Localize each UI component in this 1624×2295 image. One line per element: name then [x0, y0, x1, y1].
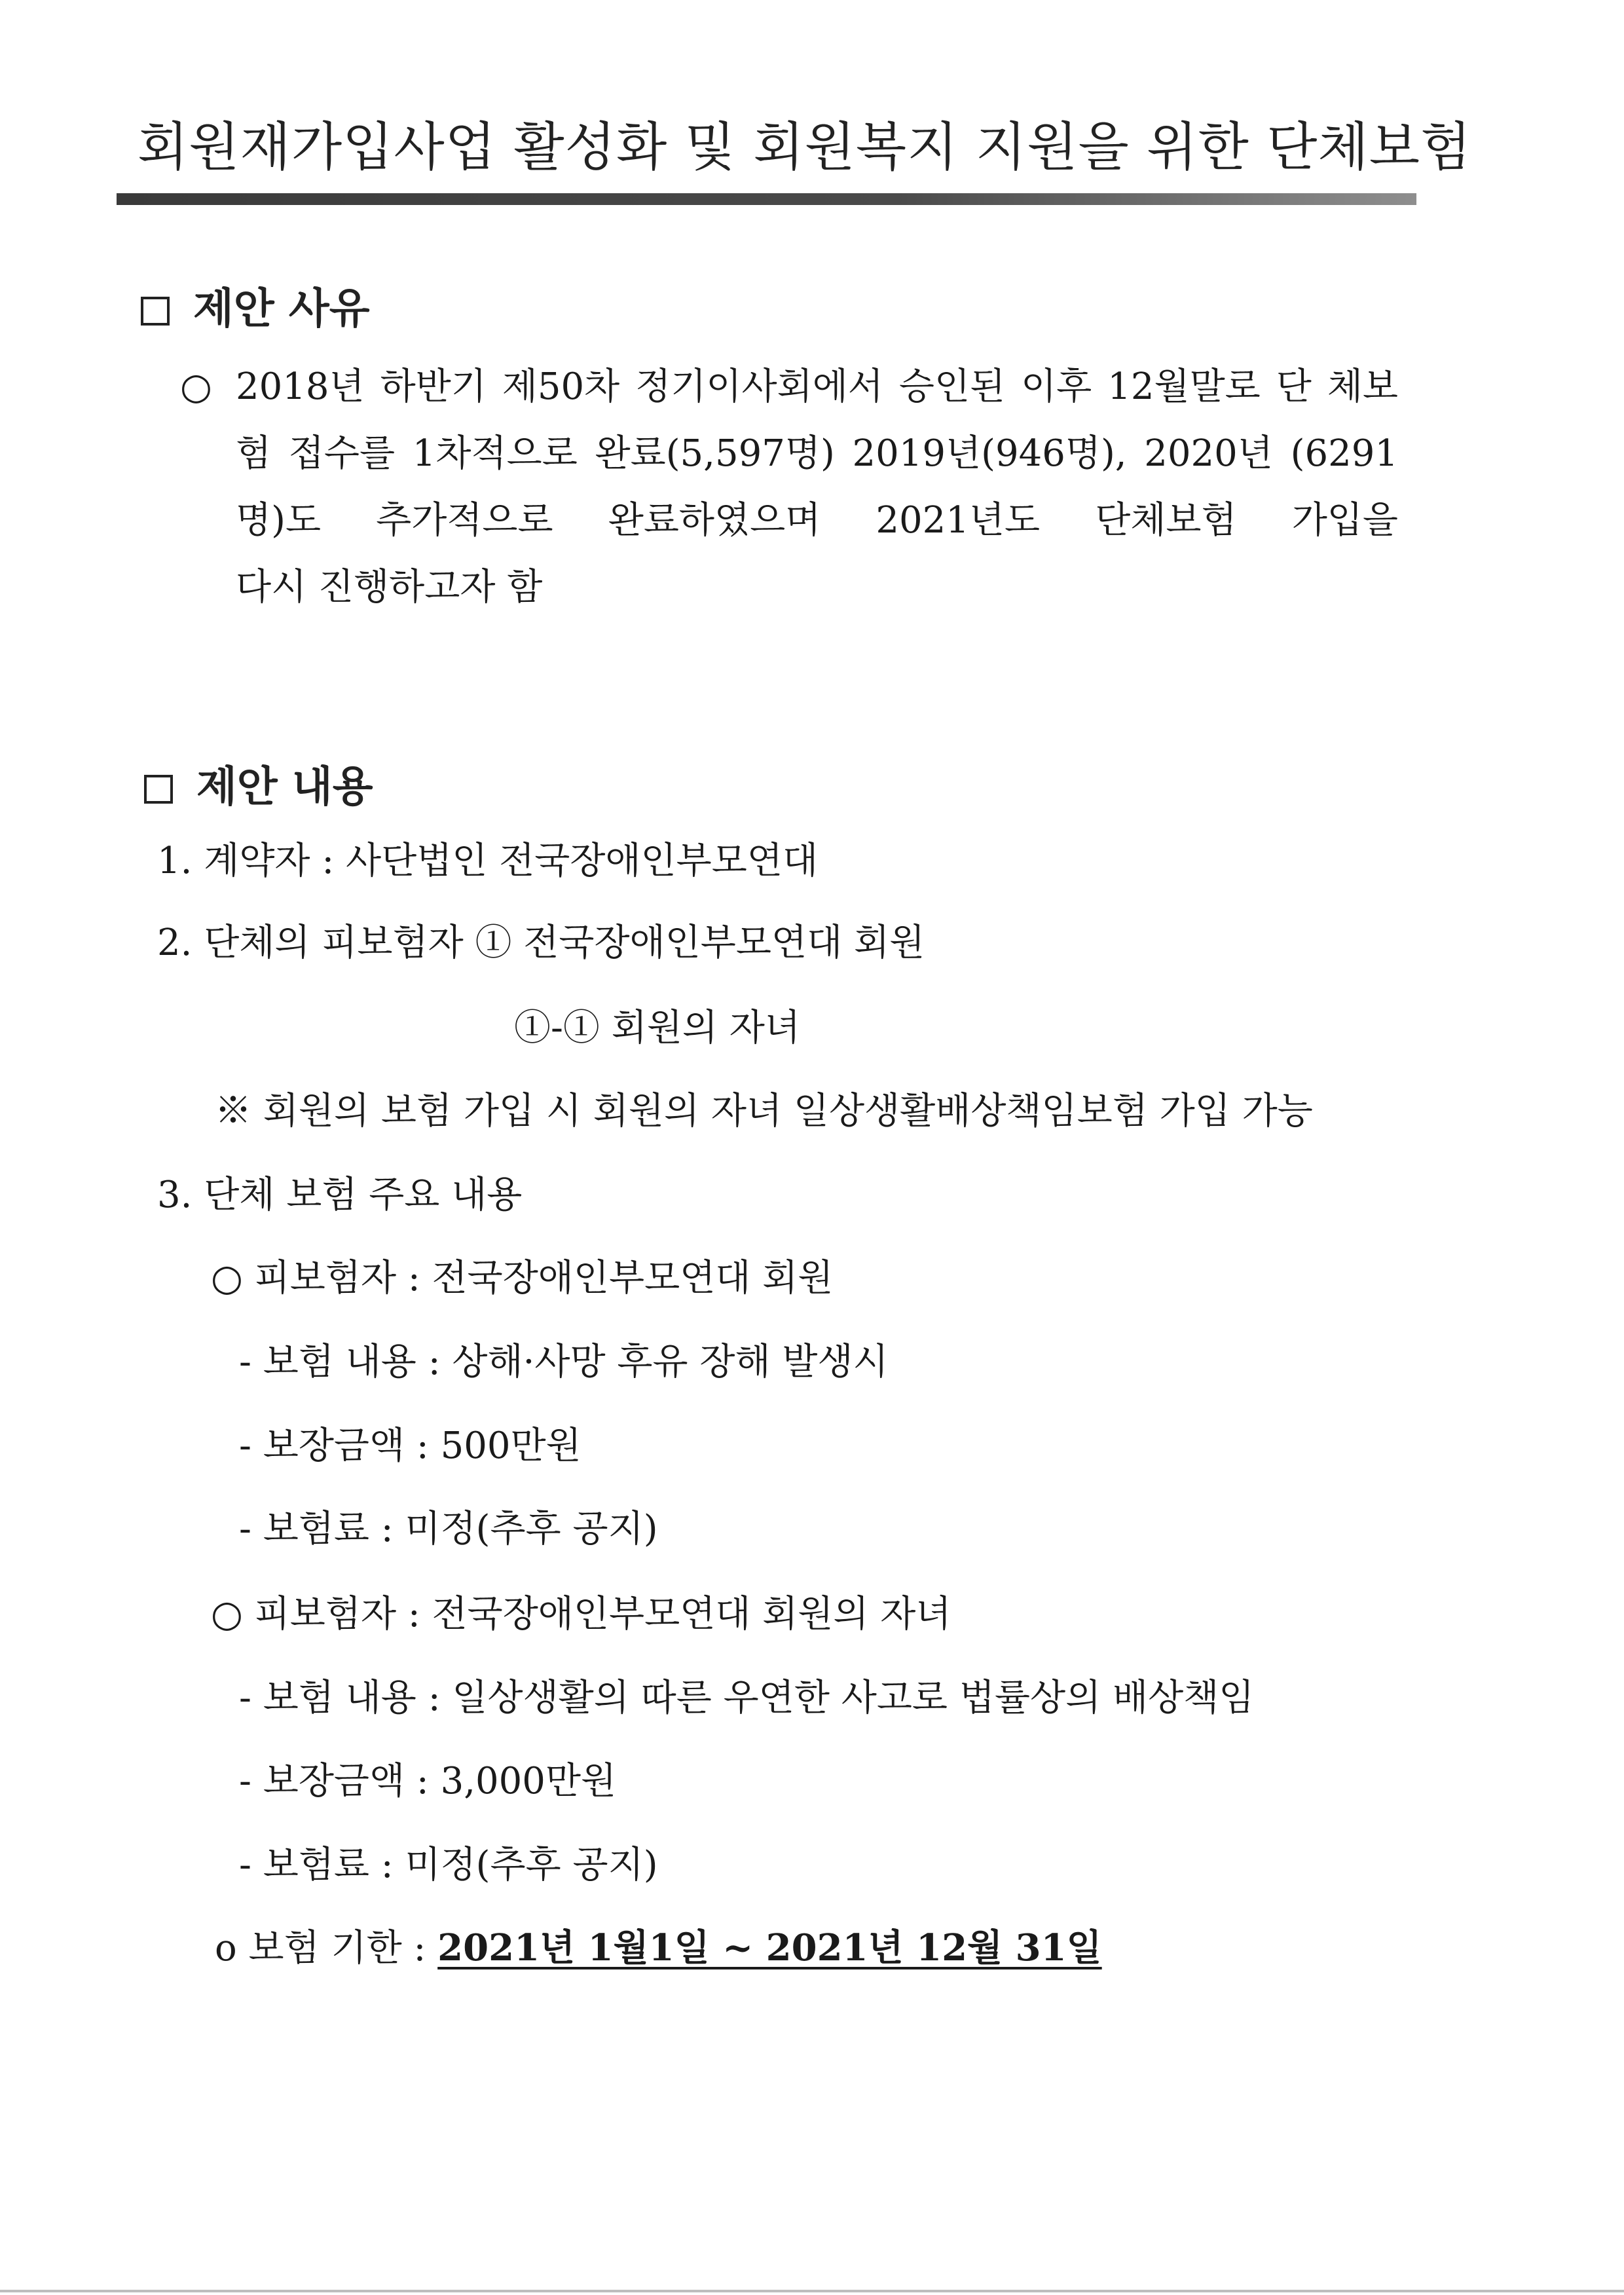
- item-insured-group: 2. 단체의 피보험자 ① 전국장애인부모연대 회원: [157, 922, 925, 964]
- section-heading-reason: [141, 275, 370, 335]
- group2-amount: - 보장금액 : 3,000만원: [239, 1760, 617, 1802]
- reason-line-1: 2018년 하반기 제50차 정기이사회에서 승인된 이후 12월말로 단: [236, 365, 1312, 408]
- document-title: 회원재가입사업 활성화 및 회원복지 지원을 위한 단체보험: [138, 117, 1472, 177]
- page-bottom-edge: [0, 2290, 1624, 2292]
- insurance-period-label: o 보험 기한 :: [215, 1927, 438, 1969]
- item-main-contents: 3. 단체 보험 주요 내용: [157, 1174, 523, 1216]
- reason-text: [236, 354, 1398, 621]
- insurance-period: [215, 1919, 1102, 1971]
- title-underline-bar: [117, 193, 1416, 205]
- checkbox-icon: [141, 297, 170, 326]
- reason-paragraph: [180, 354, 1398, 621]
- group2-insured: ○ 피보험자 : 전국장애인부모연대 회원의 자녀: [211, 1593, 951, 1635]
- reason-line-4: 다시 진행하고자 함: [236, 566, 543, 608]
- group1-coverage: - 보험 내용 : 상해·사망 후유 장해 발생시: [239, 1341, 889, 1383]
- insurance-period-value: 2021년 1월1일 ~ 2021년 12월 31일: [437, 1926, 1102, 1969]
- hollow-bullet-icon: ○: [180, 365, 212, 408]
- group1-premium: - 보험료 : 미정(추후 공지): [239, 1508, 658, 1550]
- section-heading-reason-label: 제안 사유: [193, 284, 370, 333]
- checkbox-icon: [144, 775, 173, 804]
- note-children-liability: ※ 회원의 보험 가입 시 회원의 자녀 일상생활배상책임보험 가입 가능: [215, 1090, 1313, 1132]
- item-contractor: 1. 계약자 : 사단법인 전국장애인부모연대: [157, 840, 819, 882]
- item-insured-group-sub: ①-① 회원의 자녀: [514, 1007, 801, 1049]
- section-heading-content: [144, 753, 373, 813]
- group1-insured: ○ 피보험자 : 전국장애인부모연대 회원: [211, 1257, 834, 1299]
- group1-amount: - 보장금액 : 500만원: [239, 1425, 581, 1467]
- reason-line-2: 체보험 접수를 1차적으로 완료(5,597명) 2019년(946명), 2020년: [236, 365, 1399, 475]
- group2-coverage: - 보험 내용 : 일상생활의 따른 우연한 사고로 법률상의 배상책임: [239, 1677, 1255, 1719]
- group2-premium: - 보험료 : 미정(추후 공지): [239, 1844, 658, 1886]
- reason-line-3: (6291명)도 추가적으로 완료하였으며 2021년도 단체보험 가입을: [236, 432, 1398, 542]
- section-heading-content-label: 제안 내용: [196, 762, 373, 812]
